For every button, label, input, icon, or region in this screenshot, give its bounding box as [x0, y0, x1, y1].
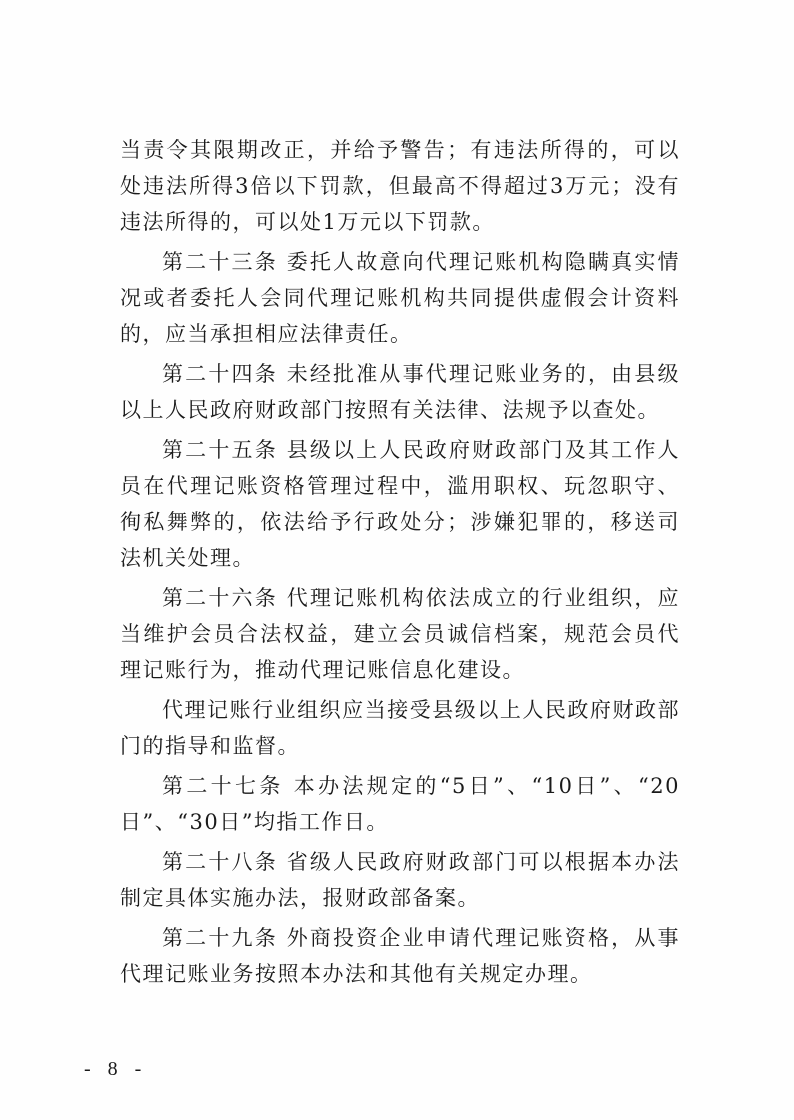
paragraph-article-29: 第二十九条 外商投资企业申请代理记账资格，从事代理记账业务按照本办法和其他有关规定办理。	[120, 926, 680, 986]
paragraph-article-25: 第二十五条 县级以上人民政府财政部门及其工作人员在代理记账资格管理过程中，滥用职权、玩忽职守、徇私舞弊的，依法给予行政处分；涉嫌犯罪的，移送司法机关处理。	[120, 438, 680, 570]
paragraph-article-26: 第二十六条 代理记账机构依法成立的行业组织，应当维护会员合法权益，建立会员诚信档案，规范会员代理记账行为，推动代理记账信息化建设。	[120, 586, 680, 682]
paragraph-article-28: 第二十八条 省级人民政府财政部门可以根据本办法制定具体实施办法，报财政部备案。	[120, 850, 680, 910]
paragraph-industry-supervision: 代理记账行业组织应当接受县级以上人民政府财政部门的指导和监督。	[120, 698, 680, 758]
paragraph-penalty-continuation: 当责令其限期改正，并给予警告；有违法所得的，可以处违法所得3倍以下罚款，但最高不得超过3万元；没有违法所得的，可以处1万元以下罚款。	[120, 138, 680, 234]
paragraph-article-27: 第二十七条 本办法规定的“5日”、“10日”、“20日”、“30日”均指工作日。	[120, 774, 680, 834]
paragraph-article-24: 第二十四条 未经批准从事代理记账业务的，由县级以上人民政府财政部门按照有关法律、法规予以查处。	[120, 362, 680, 422]
document-body	[120, 132, 680, 992]
page-number: - 8 -	[84, 1058, 148, 1080]
paragraph-article-23: 第二十三条 委托人故意向代理记账机构隐瞒真实情况或者委托人会同代理记账机构共同提供虚假会计资料的，应当承担相应法律责任。	[120, 250, 680, 346]
